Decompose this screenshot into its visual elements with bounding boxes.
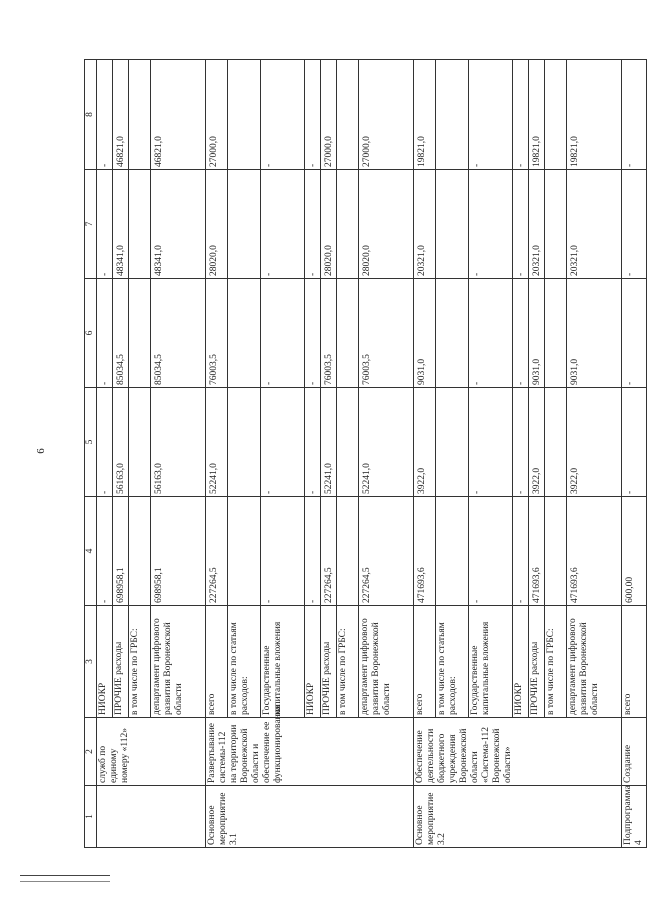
cell-col-6: 76003,5	[359, 279, 414, 388]
cell-col-5: 3922,0	[414, 388, 436, 497]
cell-col-7: -	[305, 170, 321, 279]
rotated-table-wrapper	[84, 60, 644, 848]
cell-col-7	[545, 170, 567, 279]
cell-col-7	[129, 170, 151, 279]
table-row	[622, 60, 647, 848]
cell-col-6: -	[261, 279, 305, 388]
cell-col-4: -	[305, 497, 321, 606]
cell-col-5: 3922,0	[567, 388, 622, 497]
cell-col-8: -	[513, 60, 529, 170]
cell-col-8: 46821,0	[113, 60, 129, 170]
cell-col-5: 52241,0	[321, 388, 337, 497]
header-cell: 8	[85, 60, 97, 170]
cell-col-6: 85034,5	[151, 279, 206, 388]
table-row	[97, 60, 113, 848]
cell-col-7	[337, 170, 359, 279]
cell-col-7: 20321,0	[414, 170, 436, 279]
cell-col-6: 76003,5	[321, 279, 337, 388]
header-row	[85, 60, 97, 848]
footer-rule	[20, 881, 110, 882]
cell-col-6: -	[513, 279, 529, 388]
cell-col-4	[337, 497, 359, 606]
page-number: 6	[34, 448, 47, 454]
cell-col-4: 471693,6	[414, 497, 436, 606]
cell-col-5: 3922,0	[529, 388, 545, 497]
cell-col-8: 46821,0	[151, 60, 206, 170]
cell-col-6: -	[305, 279, 321, 388]
cell-col-6	[436, 279, 469, 388]
table-row	[414, 60, 436, 848]
cell-col-2: Обеспечение деятельности бюджетного учреждения Воронежской области «Система-112 Воронежской области»	[414, 718, 622, 786]
cell-col-4: 227264,5	[321, 497, 337, 606]
cell-col-8	[129, 60, 151, 170]
cell-col-8	[436, 60, 469, 170]
cell-col-4: -	[97, 497, 113, 606]
header-cell: 3	[85, 606, 97, 718]
cell-col-8	[228, 60, 261, 170]
cell-col-3: департамент цифрового развития Воронежской области	[359, 606, 414, 718]
cell-col-6	[337, 279, 359, 388]
cell-col-7: -	[513, 170, 529, 279]
cell-col-3: всего	[206, 606, 228, 718]
cell-col-7: 48341,0	[113, 170, 129, 279]
cell-col-5: -	[622, 388, 647, 497]
cell-col-5: 56163,0	[113, 388, 129, 497]
cell-col-6: 76003,5	[206, 279, 228, 388]
budget-table	[84, 59, 647, 848]
cell-col-3: ПРОЧИЕ расходы	[529, 606, 545, 718]
cell-col-1: Подпрограмма 4	[622, 786, 647, 848]
cell-col-8	[545, 60, 567, 170]
cell-col-3: Государственные капитальные вложения	[469, 606, 513, 718]
cell-col-3: департамент цифрового развития Воронежской области	[151, 606, 206, 718]
cell-col-4: -	[513, 497, 529, 606]
cell-col-7: -	[622, 170, 647, 279]
cell-col-6: 9031,0	[414, 279, 436, 388]
cell-col-5: 52241,0	[206, 388, 228, 497]
cell-col-3: в том числе по ГРБС:	[545, 606, 567, 718]
cell-col-8: 19821,0	[414, 60, 436, 170]
cell-col-5: -	[305, 388, 321, 497]
cell-col-8: 19821,0	[567, 60, 622, 170]
cell-col-4: -	[469, 497, 513, 606]
cell-col-4: 471693,6	[529, 497, 545, 606]
cell-col-2: Развертывание системы-112 на территории Воронежской области и обеспечение ее функционирования	[206, 718, 414, 786]
cell-col-5	[436, 388, 469, 497]
cell-col-3: всего	[622, 606, 647, 718]
cell-col-5	[545, 388, 567, 497]
cell-col-7: -	[261, 170, 305, 279]
cell-col-8: 19821,0	[529, 60, 545, 170]
cell-col-3: в том числе по ГРБС:	[337, 606, 359, 718]
cell-col-7: 20321,0	[529, 170, 545, 279]
header-cell: 6	[85, 279, 97, 388]
cell-col-8: -	[97, 60, 113, 170]
cell-col-3: департамент цифрового развития Воронежской области	[567, 606, 622, 718]
cell-col-6	[129, 279, 151, 388]
cell-col-8: 27000,0	[321, 60, 337, 170]
cell-col-7: 28020,0	[321, 170, 337, 279]
header-cell: 2	[85, 718, 97, 786]
cell-col-4: 227264,5	[206, 497, 228, 606]
header-cell: 5	[85, 388, 97, 497]
cell-col-3: НИОКР	[305, 606, 321, 718]
cell-col-8: 27000,0	[206, 60, 228, 170]
cell-col-8: -	[622, 60, 647, 170]
cell-col-3: ПРОЧИЕ расходы	[321, 606, 337, 718]
cell-col-7: 20321,0	[567, 170, 622, 279]
cell-col-4	[228, 497, 261, 606]
cell-col-7: 28020,0	[359, 170, 414, 279]
cell-col-6: 85034,5	[113, 279, 129, 388]
cell-col-4	[545, 497, 567, 606]
cell-col-4	[129, 497, 151, 606]
table-body	[97, 60, 647, 848]
cell-col-6: 9031,0	[567, 279, 622, 388]
table-row	[206, 60, 228, 848]
cell-col-4: 698958,1	[151, 497, 206, 606]
cell-col-4: -	[261, 497, 305, 606]
cell-col-2: Создание	[622, 718, 647, 786]
cell-col-1: Основное мероприятие 3.2	[414, 786, 622, 848]
cell-col-3: в том числе по статьям расходов:	[436, 606, 469, 718]
cell-col-3: НИОКР	[513, 606, 529, 718]
header-cell: 1	[85, 786, 97, 848]
cell-col-6: -	[97, 279, 113, 388]
cell-col-8: -	[305, 60, 321, 170]
cell-col-6: 9031,0	[529, 279, 545, 388]
cell-col-3: в том числе по ГРБС:	[129, 606, 151, 718]
cell-col-3: НИОКР	[97, 606, 113, 718]
cell-col-3: ПРОЧИЕ расходы	[113, 606, 129, 718]
cell-col-3: всего	[414, 606, 436, 718]
cell-col-5: 56163,0	[151, 388, 206, 497]
cell-col-8: 27000,0	[359, 60, 414, 170]
cell-col-4: 227264,5	[359, 497, 414, 606]
cell-col-7: -	[469, 170, 513, 279]
cell-col-7: -	[97, 170, 113, 279]
cell-col-6: -	[622, 279, 647, 388]
cell-col-5: -	[97, 388, 113, 497]
cell-col-7: 28020,0	[206, 170, 228, 279]
cell-col-6	[228, 279, 261, 388]
cell-col-4: 698958,1	[113, 497, 129, 606]
cell-col-5	[228, 388, 261, 497]
header-cell: 4	[85, 497, 97, 606]
cell-col-3: в том числе по статьям расходов:	[228, 606, 261, 718]
cell-col-4: 471693,6	[567, 497, 622, 606]
cell-col-5: -	[261, 388, 305, 497]
cell-col-7	[436, 170, 469, 279]
cell-col-5: -	[469, 388, 513, 497]
cell-col-4	[436, 497, 469, 606]
cell-col-1: Основное мероприятие 3.1	[206, 786, 414, 848]
cell-col-8: -	[261, 60, 305, 170]
cell-col-1	[97, 786, 206, 848]
cell-col-8: -	[469, 60, 513, 170]
cell-col-5: -	[513, 388, 529, 497]
cell-col-5: 52241,0	[359, 388, 414, 497]
cell-col-5	[337, 388, 359, 497]
cell-col-4: 600,00	[622, 497, 647, 606]
cell-col-7: 48341,0	[151, 170, 206, 279]
cell-col-3: Государственные капитальные вложения	[261, 606, 305, 718]
cell-col-6: -	[469, 279, 513, 388]
footer-rule	[20, 875, 110, 876]
cell-col-5	[129, 388, 151, 497]
cell-col-6	[545, 279, 567, 388]
header-cell: 7	[85, 170, 97, 279]
cell-col-8	[337, 60, 359, 170]
cell-col-7	[228, 170, 261, 279]
cell-col-2: служб по единому номеру «112»	[97, 718, 206, 786]
